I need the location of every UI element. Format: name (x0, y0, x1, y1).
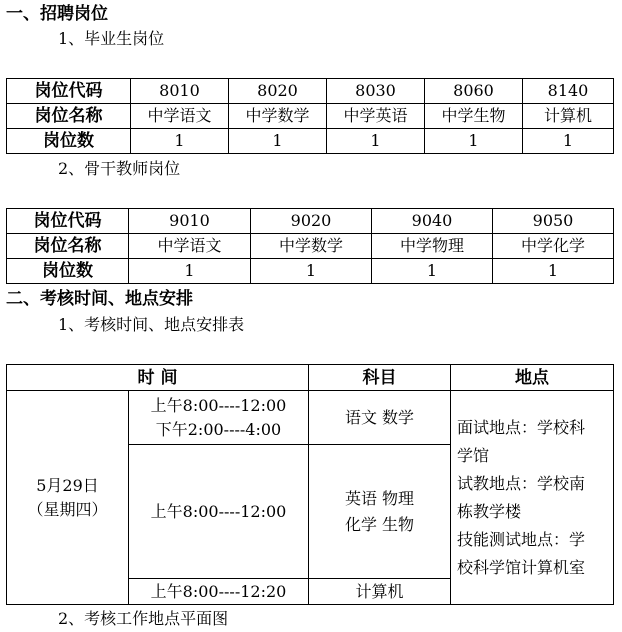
location-line: 面试地点：学校科 (457, 417, 586, 437)
post-code: 9010 (129, 209, 251, 234)
exam-subjects: 计算机 (309, 579, 451, 605)
post-name: 中学物理 (372, 234, 493, 259)
exam-date-day: 5月29日 (36, 475, 99, 495)
post-name: 中学数学 (229, 104, 327, 129)
post-name: 中学生物 (425, 104, 523, 129)
location-line: 栋教学楼 (457, 501, 522, 521)
row-label: 岗位名称 (7, 234, 129, 259)
post-count: 1 (129, 259, 251, 284)
table-row (7, 391, 614, 445)
post-code: 8020 (229, 79, 327, 104)
row-label: 岗位代码 (7, 79, 131, 104)
location-line: 校科学馆计算机室 (457, 557, 586, 577)
exam-time: 上午8:00----12:20 (129, 579, 309, 605)
post-name: 中学语文 (129, 234, 251, 259)
post-count: 1 (523, 129, 614, 154)
exam-schedule-table (6, 364, 614, 605)
row-label: 岗位数 (7, 259, 129, 284)
row-label: 岗位代码 (7, 209, 129, 234)
exam-time (129, 391, 309, 445)
table-row (7, 104, 614, 129)
post-name: 中学数学 (251, 234, 372, 259)
post-code: 8060 (425, 79, 523, 104)
post-name: 中学化学 (493, 234, 614, 259)
row-label: 岗位数 (7, 129, 131, 154)
table-row (7, 209, 614, 234)
post-code: 8030 (327, 79, 425, 104)
post-name: 计算机 (523, 104, 614, 129)
graduate-posts-table (6, 78, 614, 154)
post-count: 1 (372, 259, 493, 284)
subsection-floor-plan: 2、考核工作地点平面图 (58, 609, 229, 628)
senior-teacher-posts-table (6, 208, 614, 284)
location-line: 技能测试地点：学 (457, 529, 586, 549)
post-count: 1 (131, 129, 229, 154)
post-code: 9050 (493, 209, 614, 234)
exam-time-morning: 上午8:00----12:00 (150, 395, 287, 415)
subsection-senior-teacher-posts: 2、骨干教师岗位 (58, 159, 181, 178)
exam-subjects-line: 英语 物理 (344, 488, 415, 508)
exam-time-afternoon: 下午2:00----4:00 (155, 419, 282, 439)
post-name: 中学语文 (131, 104, 229, 129)
exam-date-weekday: （星期四） (27, 499, 108, 519)
location-header: 地点 (451, 365, 614, 391)
location-line: 学馆 (457, 445, 490, 465)
exam-locations (451, 391, 614, 605)
table-row (7, 234, 614, 259)
table-row (7, 79, 614, 104)
location-line: 试教地点：学校南 (457, 473, 586, 493)
exam-date (7, 391, 129, 605)
row-label: 岗位名称 (7, 104, 131, 129)
post-count: 1 (327, 129, 425, 154)
post-count: 1 (229, 129, 327, 154)
post-count: 1 (493, 259, 614, 284)
subject-header: 科目 (309, 365, 451, 391)
subsection-graduate-posts: 1、毕业生岗位 (58, 29, 165, 48)
exam-time: 上午8:00----12:00 (129, 445, 309, 579)
post-code: 8140 (523, 79, 614, 104)
section-2-title: 二、考核时间、地点安排 (6, 289, 193, 309)
time-header: 时 间 (7, 365, 309, 391)
post-code: 8010 (131, 79, 229, 104)
table-row (7, 129, 614, 154)
subsection-schedule-table: 1、考核时间、地点安排表 (58, 315, 245, 334)
exam-subjects (309, 445, 451, 579)
table-row (7, 259, 614, 284)
post-count: 1 (251, 259, 372, 284)
post-code: 9040 (372, 209, 493, 234)
post-count: 1 (425, 129, 523, 154)
post-code: 9020 (251, 209, 372, 234)
post-name: 中学英语 (327, 104, 425, 129)
exam-subjects: 语文 数学 (309, 391, 451, 445)
section-1-title: 一、招聘岗位 (6, 4, 108, 24)
exam-subjects-line: 化学 生物 (344, 514, 415, 534)
table-header-row (7, 365, 614, 391)
